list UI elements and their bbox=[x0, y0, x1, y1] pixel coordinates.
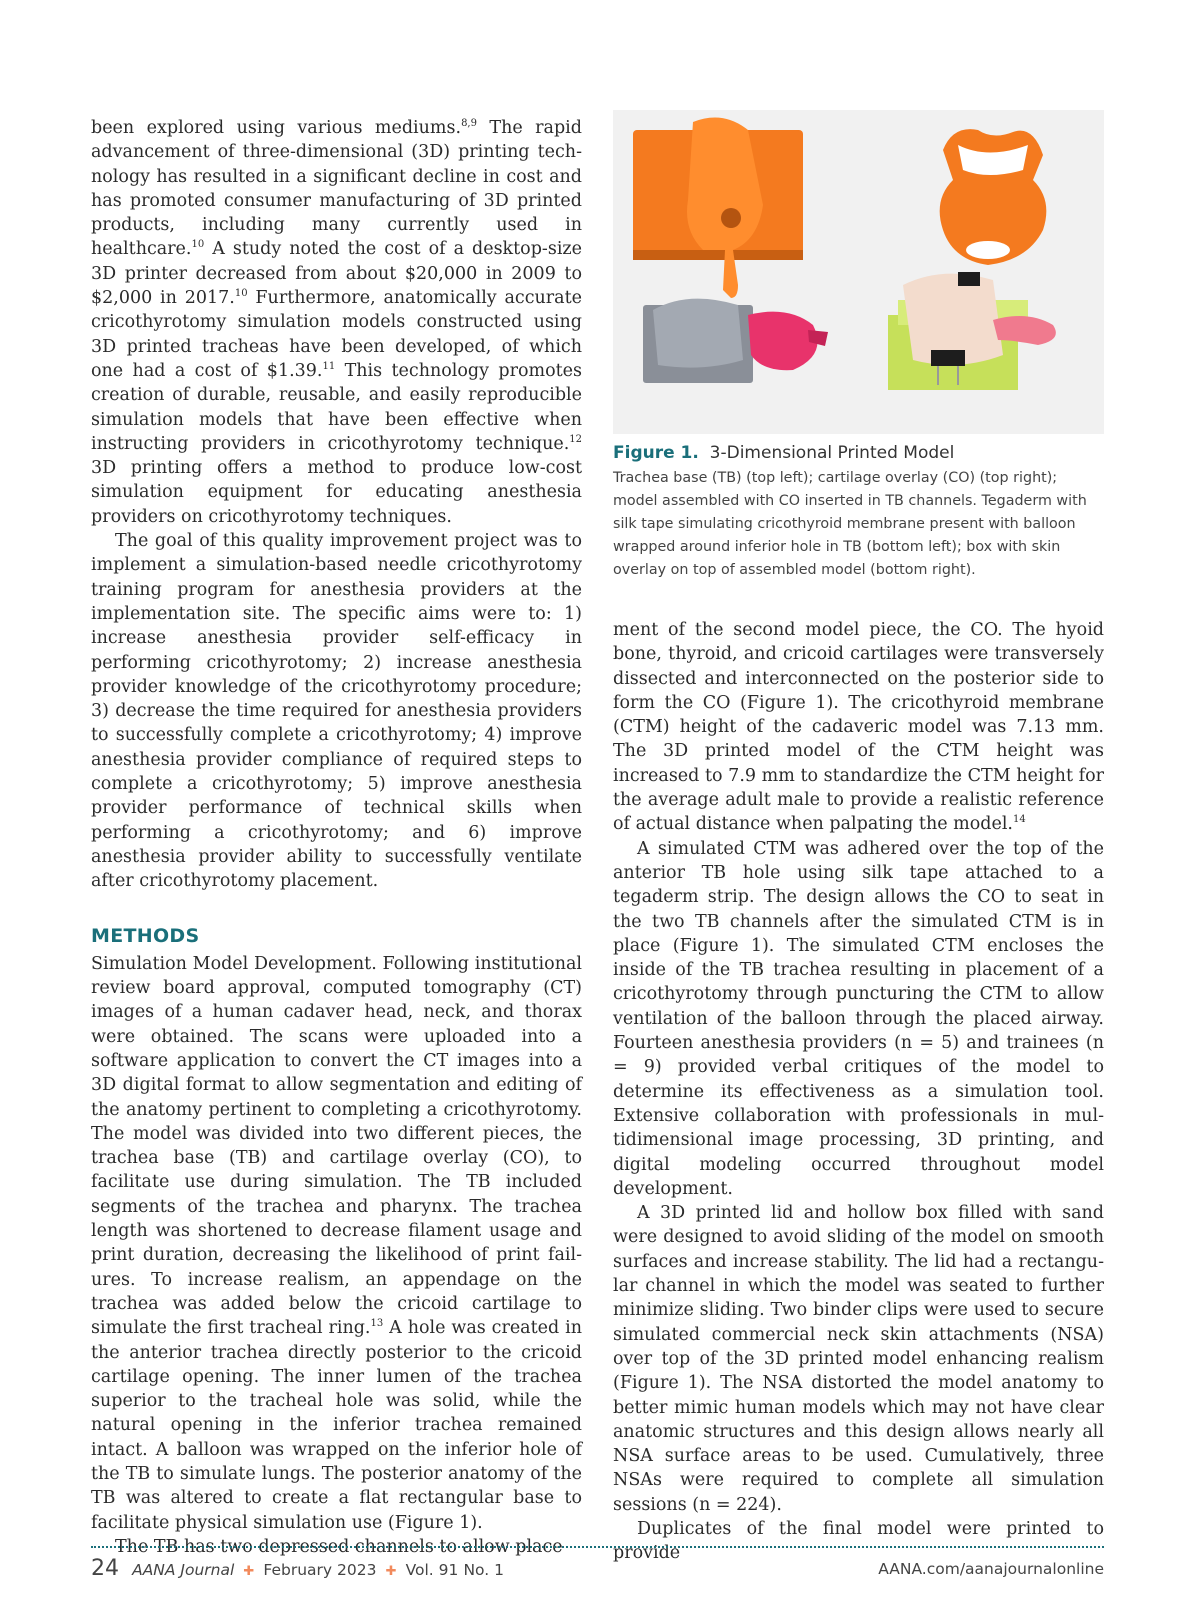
text-run: Furthermore, anatomically accurate cricothyrotomy simulation models constructed using 3D printed tracheas have been developed, of which one had a cost of $1.39. bbox=[91, 288, 582, 381]
page-number: 24 bbox=[91, 1556, 119, 1581]
citation: 10 bbox=[191, 239, 205, 251]
figure-image bbox=[613, 110, 1104, 434]
footer-divider bbox=[91, 1546, 1104, 1548]
journal-url[interactable]: AANA.com/aanajournalonline bbox=[878, 1560, 1104, 1578]
citation: 14 bbox=[1013, 814, 1026, 826]
citation: 13 bbox=[370, 1318, 384, 1330]
figure-title: 3-Dimensional Printed Model bbox=[709, 443, 955, 463]
footer-left bbox=[91, 1556, 504, 1581]
paragraph bbox=[613, 618, 1104, 837]
citation: 12 bbox=[569, 434, 582, 446]
issue-date: February 2023 bbox=[263, 1561, 377, 1579]
paragraph: A simulated CTM was adhered over the top of the anterior TB hole using silk tape attached to a tegaderm strip. The design allows the CO to seat in the two TB channels after the simulated CTM is in place (Figure 1). The simulated CTM encloses the inside of the TB trachea resulting in placement of a cricothyrotomy through puncturing the CTM to allow ventilation of the balloon through the placed airway. Fourteen anesthesia providers (n = 5) and trainees (n = 9) provided verbal critiques of the model to determine its effectiveness as a simulation tool. Extensive collaboration with professionals in multidimensional image processing, 3D printing, and digital modeling occurred throughout model development. bbox=[613, 838, 1104, 1199]
volume: Vol. 91 bbox=[405, 1561, 459, 1579]
text-run: Simulation Model Development. Following institutional review board approval, computed tomography (CT) images of a human cadaver head, neck, and thorax were obtained. The scans were uploaded into a software application to convert the CT images into a 3D digital format to allow segmentation and editing of the anatomy pertinent to completing a cricothyrotomy. The model was divided into two different pieces, the trachea base (TB) and cartilage overlay (CO), to facilitate use during simulation. The TB included segments of the trachea and pharynx. The trachea length was shortened to decrease filament usage and print duration, decreasing the likelihood of print failures. To increase realism, an appendage on the trachea was added below the cricoid cartilage to simulate the first tracheal ring. bbox=[91, 953, 582, 1339]
paragraph: The goal of this quality improvement project was to implement a simulation-based needle cricothyrotomy training program for anesthesia providers at the implementation site. The specific aims were to: 1) increase anesthesia provider self-efficacy in performing cricothyrotomy; 2) increase anesthesia provider knowledge of the cricothyrotomy procedure; 3) decrease the time required for anesthesia providers to successfully complete a cricothyrotomy; 4) improve anesthesia provider compliance of required steps to complete a cricothyrotomy; 5) improve anesthesia provider performance of technical skills when performing a cricothyrotomy; and 6) improve anesthesia provider ability to successfully ventilate after cricothyrotomy placement. bbox=[91, 531, 582, 892]
citation: 8,9 bbox=[461, 118, 477, 130]
paragraph bbox=[91, 952, 582, 1535]
text-run: been explored using various mediums. bbox=[91, 118, 462, 138]
figure-label: Figure 1. bbox=[613, 443, 699, 463]
model-photo bbox=[613, 110, 1104, 434]
citation: 11 bbox=[322, 361, 336, 373]
paragraph: A 3D printed lid and hollow box filled with sand were designed to avoid sliding of the model on smooth surfaces and increase stability. The lid had a rectangular channel in which the model was seated to further minimize sliding. Two binder clips were used to secure simulated commercial neck skin attachments (NSA) over top of the 3D printed model enhancing realism (Figure 1). The NSA distorted the model anatomy to better mimic human models which may not have clear anatomic structures and this design allows nearly all NSA surface areas to be used. Cumulatively, three NSAs were required to complete all simulation sessions (n = 224). bbox=[613, 1203, 1104, 1515]
paragraph bbox=[91, 116, 582, 529]
separator-icon: ✚ bbox=[385, 1564, 397, 1579]
left-column bbox=[91, 116, 582, 1559]
separator-icon: ✚ bbox=[243, 1564, 255, 1579]
text-run: This technology promotes creation of durable, reusable, and easily reproducible simulation models that have been effective when instructing providers in cricothyrotomy technique. bbox=[91, 360, 582, 454]
issue-number: No. 1 bbox=[463, 1561, 504, 1579]
text-run: A study noted the cost of a desktop-size 3D printer decreased from about $20,000 in 2009 to $2,000 in 2017. bbox=[91, 239, 582, 309]
caption-text: Trachea base (TB) (top left); cartilage overlay (CO) (top right); model assembled with CO inserted in TB channels. Tegaderm with silk tape simulating cricothyroid membrane present with balloon wrapped around inferior hole in TB (bottom left); box with skin overlay on top of assembled model (bottom right). bbox=[613, 470, 1087, 578]
figure-caption bbox=[613, 443, 1104, 582]
paragraph: The TB has two depressed channels to allow place bbox=[115, 1536, 563, 1557]
cartilage-overlay-illustration bbox=[940, 129, 1047, 265]
text-run: A hole was created in the anterior trachea directly posterior to the cricoid cartilage opening. The inner lumen of the trachea superior to the tracheal hole was solid, while the natural opening in the inferior trachea remained intact. A balloon was wrapped on the inferior hole of the TB to simulate lungs. The posterior anatomy of the TB was altered to create a flat rectangular base to facilitate physical simulation use (Figure 1). bbox=[91, 1318, 582, 1533]
caption-title bbox=[613, 443, 1104, 463]
text-run: The rapid advancement of three-dimensional (3D) printing technology has resulted in a significant decline in cost and has promoted consumer manufacturing of 3D printed products, including many currently used in healthcare. bbox=[91, 118, 582, 260]
citation: 10 bbox=[234, 288, 248, 300]
right-column bbox=[613, 618, 1104, 1566]
paragraph: Duplicates of the final model were printed to provide bbox=[613, 1518, 1104, 1564]
text-run: ment of the second model piece, the CO. The hyoid bone, thyroid, and cricoid cartilages were transversely dissected and interconnected on the posterior side to form the CO (Figure 1). The cricothyroid membrane (CTM) height of the cadaveric model was 7.13 mm. The 3D printed model of the CTM height was increased to 7.9 mm to standardize the CTM height for the average adult male to provide a realistic reference of actual distance when palpating the model. bbox=[613, 620, 1104, 835]
journal-name: AANA Journal bbox=[132, 1561, 235, 1579]
text-run: 3D printing offers a method to produce low-cost simulation equipment for educating anesthesia providers on cricothyrotomy techniques. bbox=[91, 458, 582, 527]
section-heading: METHODS bbox=[91, 924, 200, 947]
